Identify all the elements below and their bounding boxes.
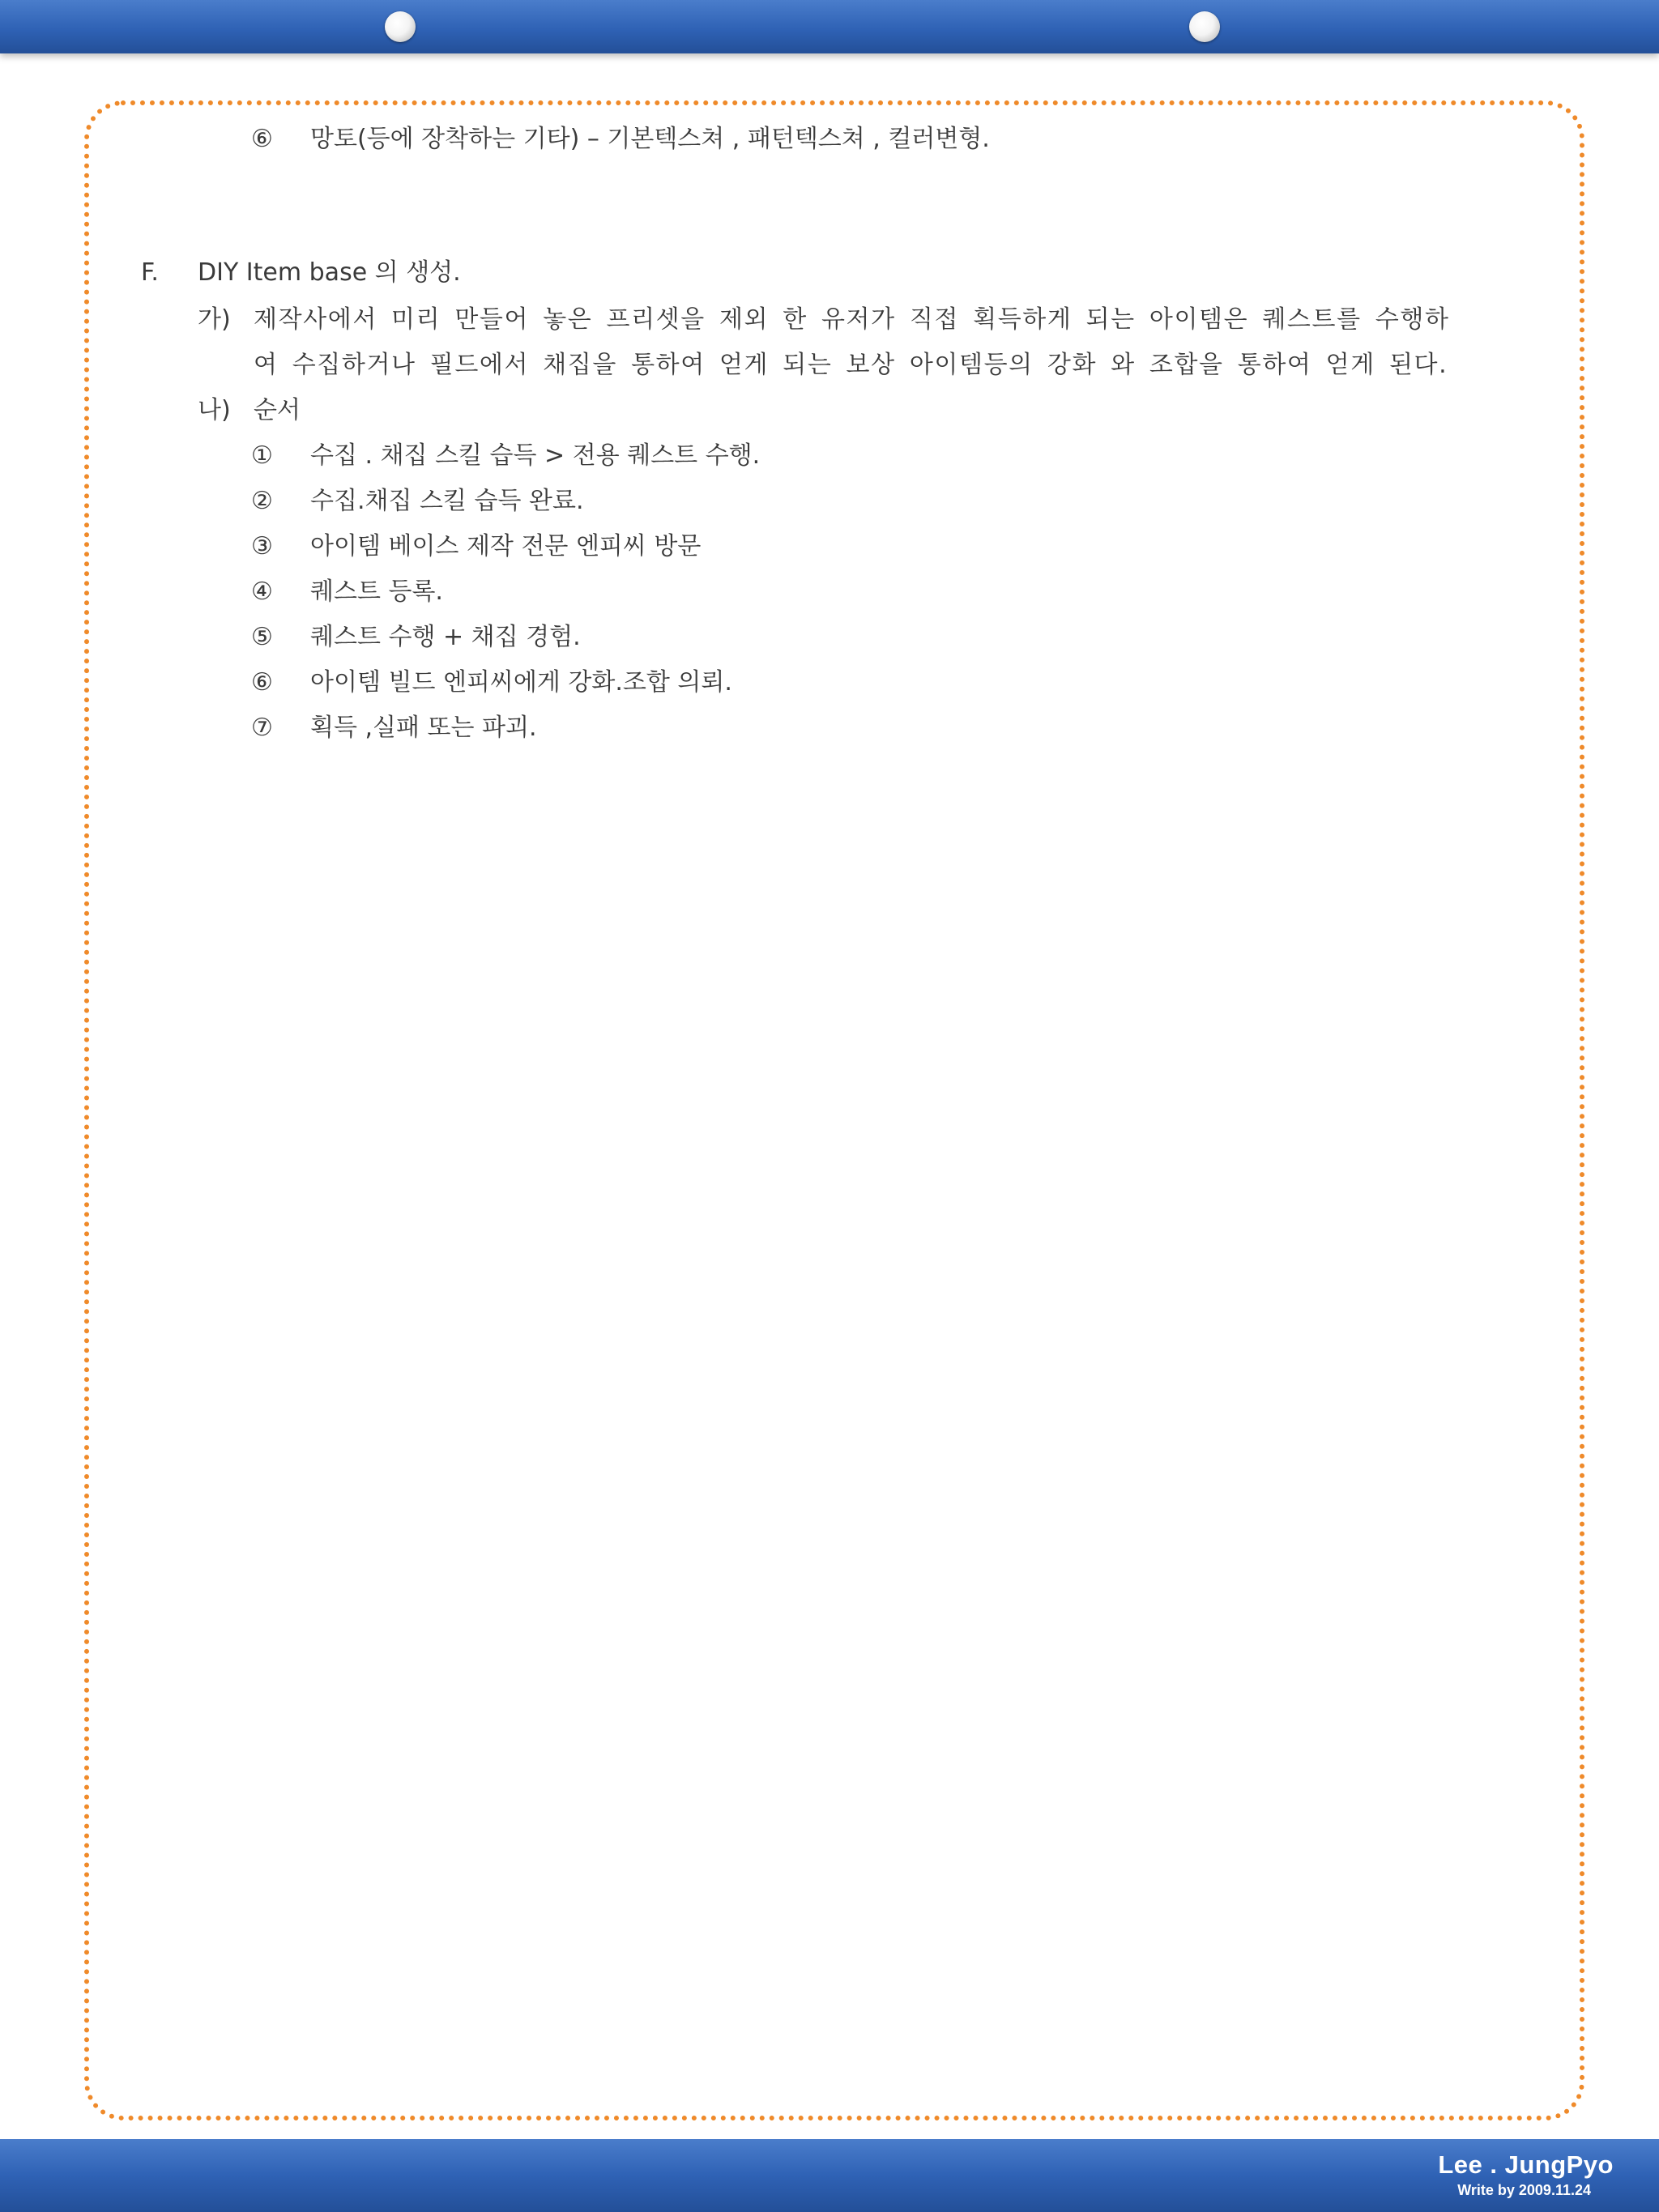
step-marker: ④ <box>251 578 273 606</box>
binder-hole-icon <box>1189 11 1220 42</box>
step-marker: ③ <box>251 532 273 560</box>
step-text: 수집.채집 스킬 습득 완료. <box>310 487 584 515</box>
step-text: 퀘스트 등록. <box>310 578 443 606</box>
binder-hole-icon <box>385 11 416 42</box>
section-marker: F. <box>141 258 159 287</box>
subsection-marker: 가) <box>198 305 231 334</box>
paragraph-line: 여 수집하거나 필드에서 채집을 통하여 얻게 되는 보상 아이템등의 강화 와 조합을 통하여 얻게 된다. <box>254 351 1448 379</box>
subsection-title: 순서 <box>254 396 301 424</box>
dotted-content-frame <box>84 100 1584 2120</box>
step-marker: ① <box>251 441 273 470</box>
list-marker: ⑥ <box>251 125 273 153</box>
step-text: 퀘스트 수행 + 채집 경험. <box>310 623 581 651</box>
section-title: DIY Item base 의 생성. <box>198 258 461 287</box>
written-date: Write by 2009.11.24 <box>1457 2182 1591 2198</box>
step-marker: ② <box>251 487 273 515</box>
author-name: Lee . JungPyo <box>1438 2150 1614 2179</box>
list-item-text: 망토(등에 장착하는 기타) – 기본텍스쳐 , 패턴텍스쳐 , 컬러변형. <box>310 125 990 153</box>
footer-band <box>0 2139 1659 2212</box>
step-marker: ⑥ <box>251 668 273 697</box>
subsection-marker: 나) <box>198 396 231 424</box>
step-text: 획득 ,실패 또는 파괴. <box>310 714 537 742</box>
step-marker: ⑦ <box>251 714 273 742</box>
step-marker: ⑤ <box>251 623 273 651</box>
step-text: 아이템 빌드 엔피씨에게 강화.조합 의뢰. <box>310 668 732 697</box>
step-text: 수집 . 채집 스킬 습득 > 전용 퀘스트 수행. <box>310 441 761 470</box>
header-band <box>0 0 1659 53</box>
paragraph-line: 제작사에서 미리 만들어 놓은 프리셋을 제외 한 유저가 직접 획득하게 되는 아이템은 퀘스트를 수행하 <box>254 305 1450 334</box>
step-text: 아이템 베이스 제작 전문 엔피씨 방문 <box>310 532 702 560</box>
